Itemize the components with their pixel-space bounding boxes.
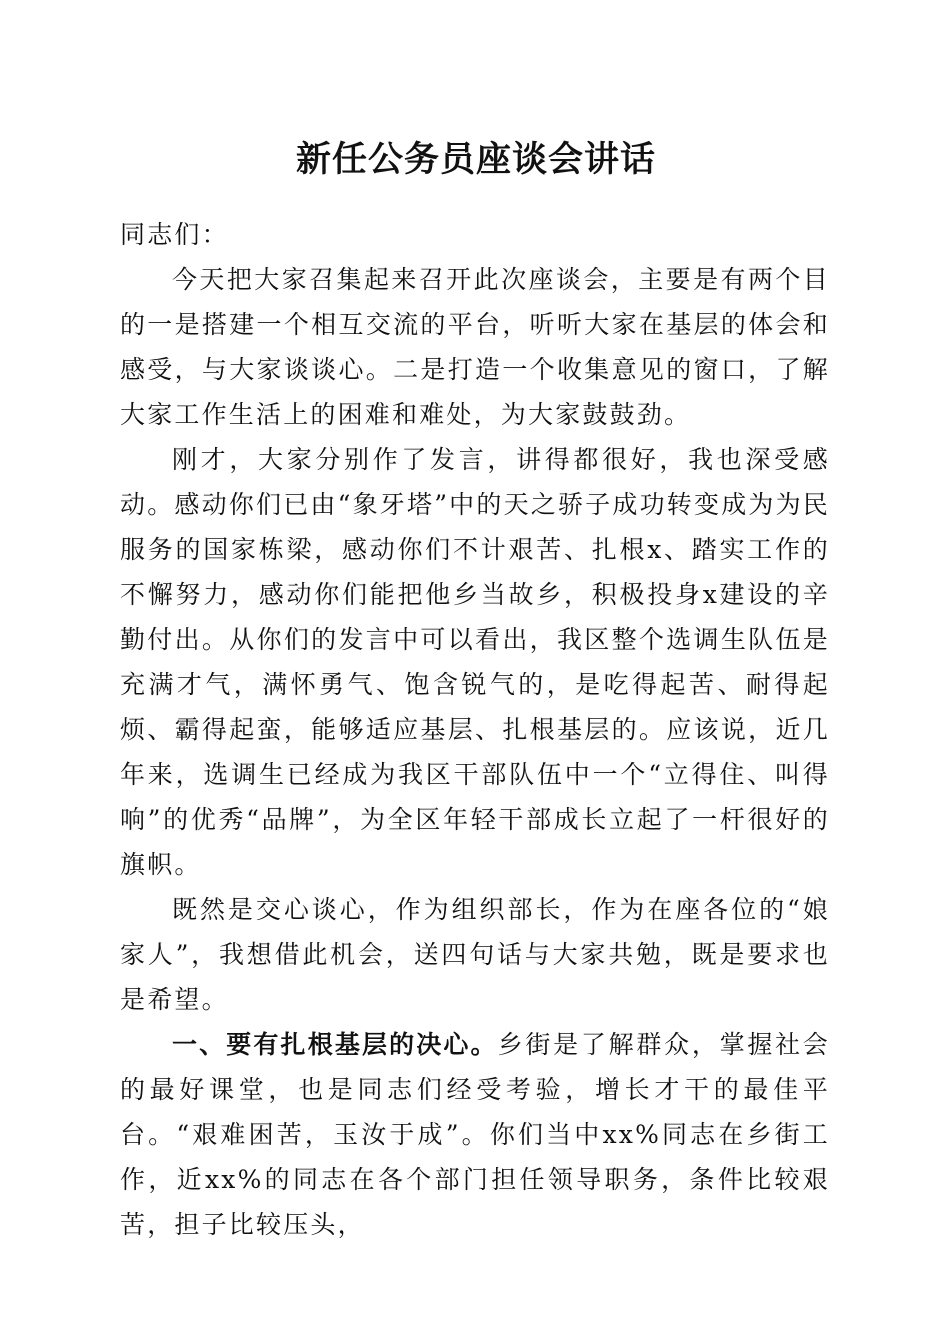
- paragraph-expectations: 既然是交心谈心，作为组织部长，作为在座各位的“娘家人”，我想借此机会，送四句话与大家共勉，既是要求也是希望。: [120, 895, 830, 1014]
- section-one-heading: 一、要有扎根基层的决心。: [172, 1030, 498, 1059]
- paragraph-purpose: 今天把大家召集起来召开此次座谈会，主要是有两个目的一是搭建一个相互交流的平台，听听大家在基层的体会和感受，与大家谈谈心。二是打造一个收集意见的窗口，了解大家工作生活上的困难和难处，为大家鼓鼓劲。: [120, 265, 830, 429]
- section-one-body: 乡街是了解群众，掌握社会的最好课堂，也是同志们经受考验，增长才干的最佳平台。“艰难困苦，玉汝于成”。你们当中xx%同志在乡街工作，近xx%的同志在各个部门担任领导职务，条件比较艰苦，担子比较压头，: [120, 1030, 830, 1239]
- salutation: 同志们：: [120, 220, 229, 249]
- section-one-paragraph: [120, 1022, 830, 1247]
- document-title: 新任公务员座谈会讲话: [295, 139, 656, 180]
- paragraph-impressions: 刚才，大家分别作了发言，讲得都很好，我也深受感动。感动你们已由“象牙塔”中的天之骄子成功转变成为为民服务的国家栋梁，感动你们不计艰苦、扎根x、踏实工作的不懈努力，感动你们能把他乡当故乡，积极投身x建设的辛勤付出。从你们的发言中可以看出，我区整个选调生队伍是充满才气，满怀勇气、饱含锐气的，是吃得起苦、耐得起烦、霸得起蛮，能够适应基层、扎根基层的。应该说，近几年来，选调生已经成为我区干部队伍中一个“立得住、叫得响”的优秀“品牌”，为全区年轻干部成长立起了一杆很好的旗帜。: [120, 445, 830, 879]
